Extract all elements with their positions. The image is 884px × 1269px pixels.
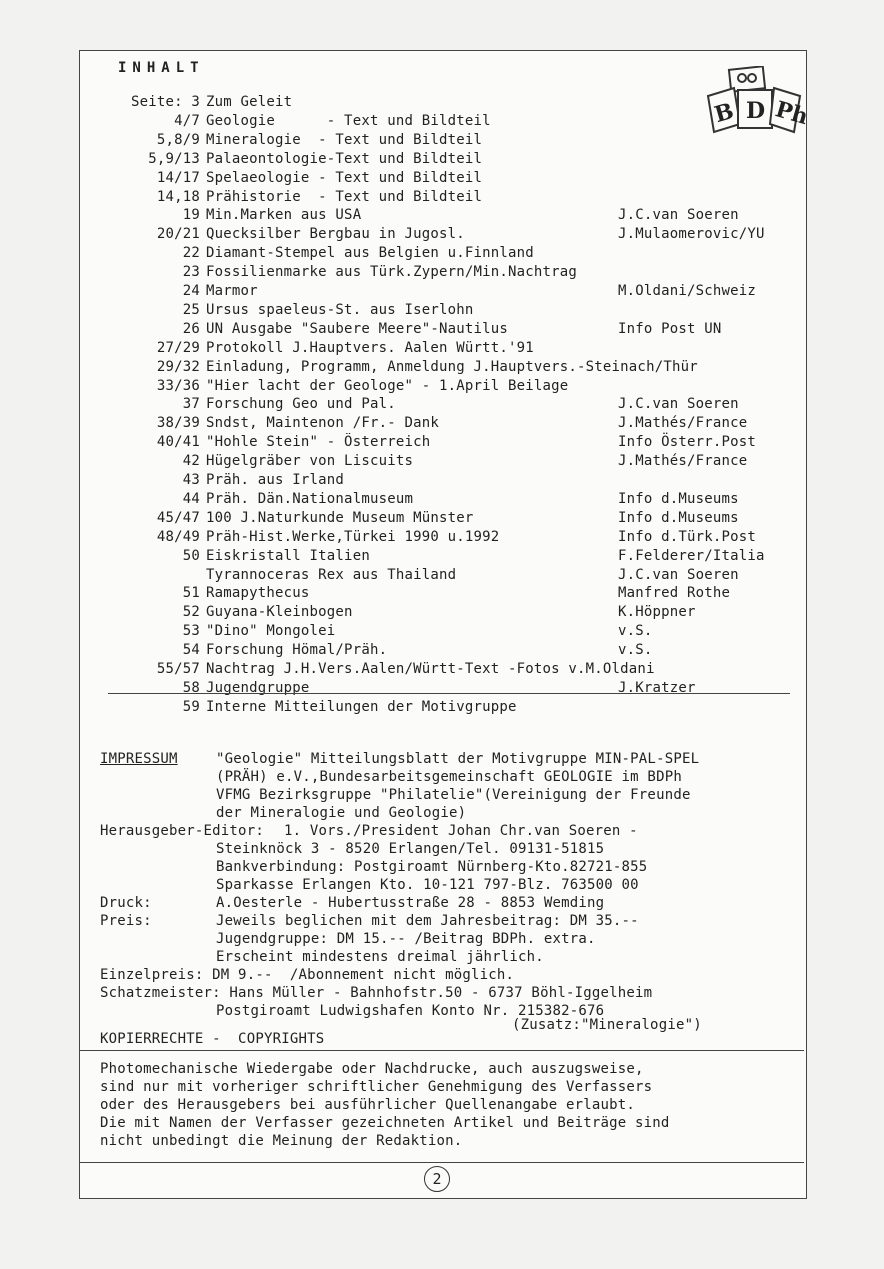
editor-line: Steinknöck 3 - 8520 Erlangen/Tel. 09131-51815 — [216, 841, 605, 857]
toc-entry-author: Info d.Museums — [618, 509, 739, 526]
toc-page-number: 43 — [182, 472, 200, 488]
toc-entry-author: F.Felderer/Italia — [618, 547, 765, 564]
toc-entry-title: 100 J.Naturkunde Museum Münster — [206, 509, 474, 526]
toc-page-number: 44 — [182, 490, 200, 507]
copyright-line: sind nur mit vorheriger schriftlicher Genehmigung des Verfassers — [100, 1079, 653, 1095]
impressum-line: der Mineralogie und Geologie) — [216, 805, 467, 821]
toc-page-number: 20/21 — [156, 226, 200, 243]
toc-page-number: 38/39 — [156, 415, 200, 432]
toc-page-number: 48/49 — [156, 528, 200, 545]
toc-page-number: 42 — [182, 453, 200, 470]
toc-entry-author: v.S. — [618, 623, 653, 640]
toc-page-number: 23 — [182, 264, 200, 281]
toc-entry-title: "Dino" Mongolei — [206, 623, 336, 640]
toc-page-number: 14/17 — [156, 169, 200, 186]
preis-line: Jeweils beglichen mit dem Jahresbeitrag: DM 35.-- — [216, 913, 639, 929]
toc-entry-author: Manfred Rothe — [618, 585, 731, 602]
toc-entry-author: Info d.Museums — [618, 490, 739, 507]
toc-entry-author: J.C.van Soeren — [618, 207, 739, 224]
copyright-heading: KOPIERRECHTE - COPYRIGHTS — [100, 1031, 325, 1047]
toc-entry-author: J.Mathés/France — [618, 453, 748, 470]
toc-entry-title: Nachtrag J.H.Vers.Aalen/Württ-Text -Fotos v.M.Oldani — [206, 661, 655, 677]
schatzmeister-line: Postgiroamt Ludwigshafen Konto Nr. 215382-676 — [216, 1003, 605, 1019]
toc-page-number: 25 — [182, 301, 200, 318]
toc-page-number: 50 — [182, 547, 200, 564]
svg-text:D: D — [746, 98, 766, 124]
toc-entry-title: Präh. Dän.Nationalmuseum — [206, 490, 414, 507]
copyright-rule — [80, 1050, 804, 1051]
toc-entry-title: "Hier lacht der Geologe" - 1.April Beilage — [206, 377, 569, 394]
toc-page-number: 45/47 — [156, 509, 200, 526]
toc-entry-title: Tyrannoceras Rex aus Thailand — [206, 566, 457, 583]
divider-rule — [108, 693, 790, 694]
svg-text:B: B — [711, 98, 737, 129]
toc-entry-title: Spelaeologie - Text und Bildteil — [206, 169, 483, 186]
impressum-line: (PRÄH) e.V.,Bundesarbeitsgemeinschaft GEOLOGIE im BDPh — [216, 769, 682, 785]
toc-entry-title: UN Ausgabe "Saubere Meere"-Nautilus — [206, 320, 509, 337]
toc-entry-title: "Hohle Stein" - Österreich — [206, 434, 431, 451]
toc-page-number: 5,9/13 — [148, 150, 200, 167]
toc-page-number: 14,18 — [156, 188, 200, 205]
copyright-line: oder des Herausgebers bei ausführlicher Quellenangabe erlaubt. — [100, 1097, 635, 1113]
toc-entry-title: Jugendgruppe — [206, 679, 310, 696]
toc-page-number: 40/41 — [156, 434, 200, 451]
toc-entry-title: Prähistorie - Text und Bildteil — [206, 188, 483, 205]
toc-entry-title: Palaeontologie-Text und Bildteil — [206, 150, 483, 167]
toc-entry-title: Fossilienmarke aus Türk.Zypern/Min.Nachtrag — [206, 264, 578, 281]
copyright-line: Photomechanische Wiedergabe oder Nachdrucke, auch auszugsweise, — [100, 1061, 644, 1077]
toc-entry-title: Zum Geleit — [206, 94, 293, 110]
toc-page-number: 55/57 — [156, 661, 200, 677]
toc-entry-title: Einladung, Programm, Anmeldung J.Hauptvers.-Steinach/Thür — [206, 358, 698, 375]
toc-page-number: 24 — [182, 283, 200, 299]
einzelpreis: Einzelpreis: DM 9.-- /Abonnement nicht möglich. — [100, 967, 515, 983]
toc-page-number: 51 — [182, 585, 200, 602]
toc-page-number: 59 — [182, 698, 200, 715]
svg-text:Ph: Ph — [772, 96, 811, 131]
toc-entry-title: Hügelgräber von Liscuits — [206, 453, 414, 470]
toc-entry-author: Info Post UN — [618, 320, 722, 337]
copyright-line: nicht unbedingt die Meinung der Redaktion. — [100, 1133, 463, 1149]
toc-entry-title: Geologie - Text und Bildteil — [206, 112, 491, 129]
impressum-line: VFMG Bezirksgruppe "Philatelie"(Vereinigung der Freunde — [216, 787, 691, 803]
toc-entry-title: Diamant-Stempel aus Belgien u.Finnland — [206, 245, 534, 262]
toc-entry-author: J.Kratzer — [618, 679, 696, 696]
toc-entry-title: Marmor — [206, 283, 258, 299]
editor-line: Bankverbindung: Postgiroamt Nürnberg-Kto.82721-855 — [216, 859, 648, 875]
toc-entry-title: Präh. aus Irland — [206, 472, 345, 488]
footer-rule — [80, 1162, 804, 1163]
toc-entry-title: Präh-Hist.Werke,Türkei 1990 u.1992 — [206, 528, 500, 545]
toc-page-number: 54 — [182, 642, 200, 659]
copyright-line: Die mit Namen der Verfasser gezeichneten Artikel und Beiträge sind — [100, 1115, 670, 1131]
toc-entry-author: J.C.van Soeren — [618, 396, 739, 413]
toc-entry-title: Ramapythecus — [206, 585, 310, 602]
toc-entry-author: J.Mathés/France — [618, 415, 748, 432]
toc-page-number: 37 — [182, 396, 200, 413]
contents-title: INHALT — [118, 60, 205, 76]
toc-page-number: 22 — [182, 245, 200, 262]
editor-label: Herausgeber-Editor: — [100, 823, 264, 839]
toc-entry-title: Interne Mitteilungen der Motivgruppe — [206, 698, 517, 715]
toc-page-number: 52 — [182, 604, 200, 621]
toc-entry-title: Sndst, Maintenon /Fr.- Dank — [206, 415, 439, 432]
toc-entry-title: Eiskristall Italien — [206, 547, 370, 564]
impressum-heading: IMPRESSUM — [100, 751, 178, 767]
preis-line: Jugendgruppe: DM 15.-- /Beitrag BDPh. extra. — [216, 931, 596, 947]
toc-entry-author: v.S. — [618, 642, 653, 659]
toc-entry-author: Info Österr.Post — [618, 434, 757, 451]
preis-line: Erscheint mindestens dreimal jährlich. — [216, 949, 544, 965]
impressum-line: "Geologie" Mitteilungsblatt der Motivgruppe MIN-PAL-SPEL — [216, 751, 700, 767]
toc-entry-author: J.Mulaomerovic/YU — [618, 226, 765, 243]
preis-label: Preis: — [100, 913, 152, 929]
toc-page-number: 58 — [182, 679, 200, 696]
toc-entry-title: Mineralogie - Text und Bildteil — [206, 131, 483, 148]
toc-page-number: 33/36 — [156, 377, 200, 394]
toc-entry-title: Forschung Hömal/Präh. — [206, 642, 388, 659]
toc-page-number: 4/7 — [174, 112, 200, 129]
toc-page-number: 5,8/9 — [156, 131, 200, 148]
toc-page-number: 27/29 — [156, 339, 200, 356]
toc-entry-author: K.Höppner — [618, 604, 696, 621]
toc-entry-author: J.C.van Soeren — [618, 566, 739, 583]
page-number: 2 — [424, 1166, 450, 1192]
toc-entry-title: Min.Marken aus USA — [206, 207, 362, 224]
toc-entry-author: Info d.Türk.Post — [618, 528, 757, 545]
editor-line: 1. Vors./President Johan Chr.van Soeren - — [284, 823, 638, 839]
druck-label: Druck: — [100, 895, 152, 911]
toc-entry-title: Guyana-Kleinbogen — [206, 604, 353, 621]
toc-page-number: Seite: 3 — [130, 94, 200, 110]
toc-page-number: 26 — [182, 320, 200, 337]
editor-line: Sparkasse Erlangen Kto. 10-121 797-Blz. 763500 00 — [216, 877, 639, 893]
toc-entry-title: Forschung Geo und Pal. — [206, 396, 396, 413]
toc-entry-title: Protokoll J.Hauptvers. Aalen Württ.'91 — [206, 339, 534, 356]
toc-entry-title: Quecksilber Bergbau in Jugosl. — [206, 226, 465, 243]
toc-page-number: 29/32 — [156, 358, 200, 375]
toc-entry-author: M.Oldani/Schweiz — [618, 283, 757, 299]
toc-page-number: 19 — [182, 207, 200, 224]
toc-entry-title: Ursus spaeleus-St. aus Iserlohn — [206, 301, 474, 318]
schatzmeister-line: (Zusatz:"Mineralogie") — [512, 1017, 702, 1033]
schatzmeister-line: Schatzmeister: Hans Müller - Bahnhofstr.50 - 6737 Böhl-Iggelheim — [100, 985, 653, 1001]
druck-value: A.Oesterle - Hubertusstraße 28 - 8853 Wemding — [216, 895, 605, 911]
toc-page-number: 53 — [182, 623, 200, 640]
bdph-logo — [700, 66, 812, 136]
